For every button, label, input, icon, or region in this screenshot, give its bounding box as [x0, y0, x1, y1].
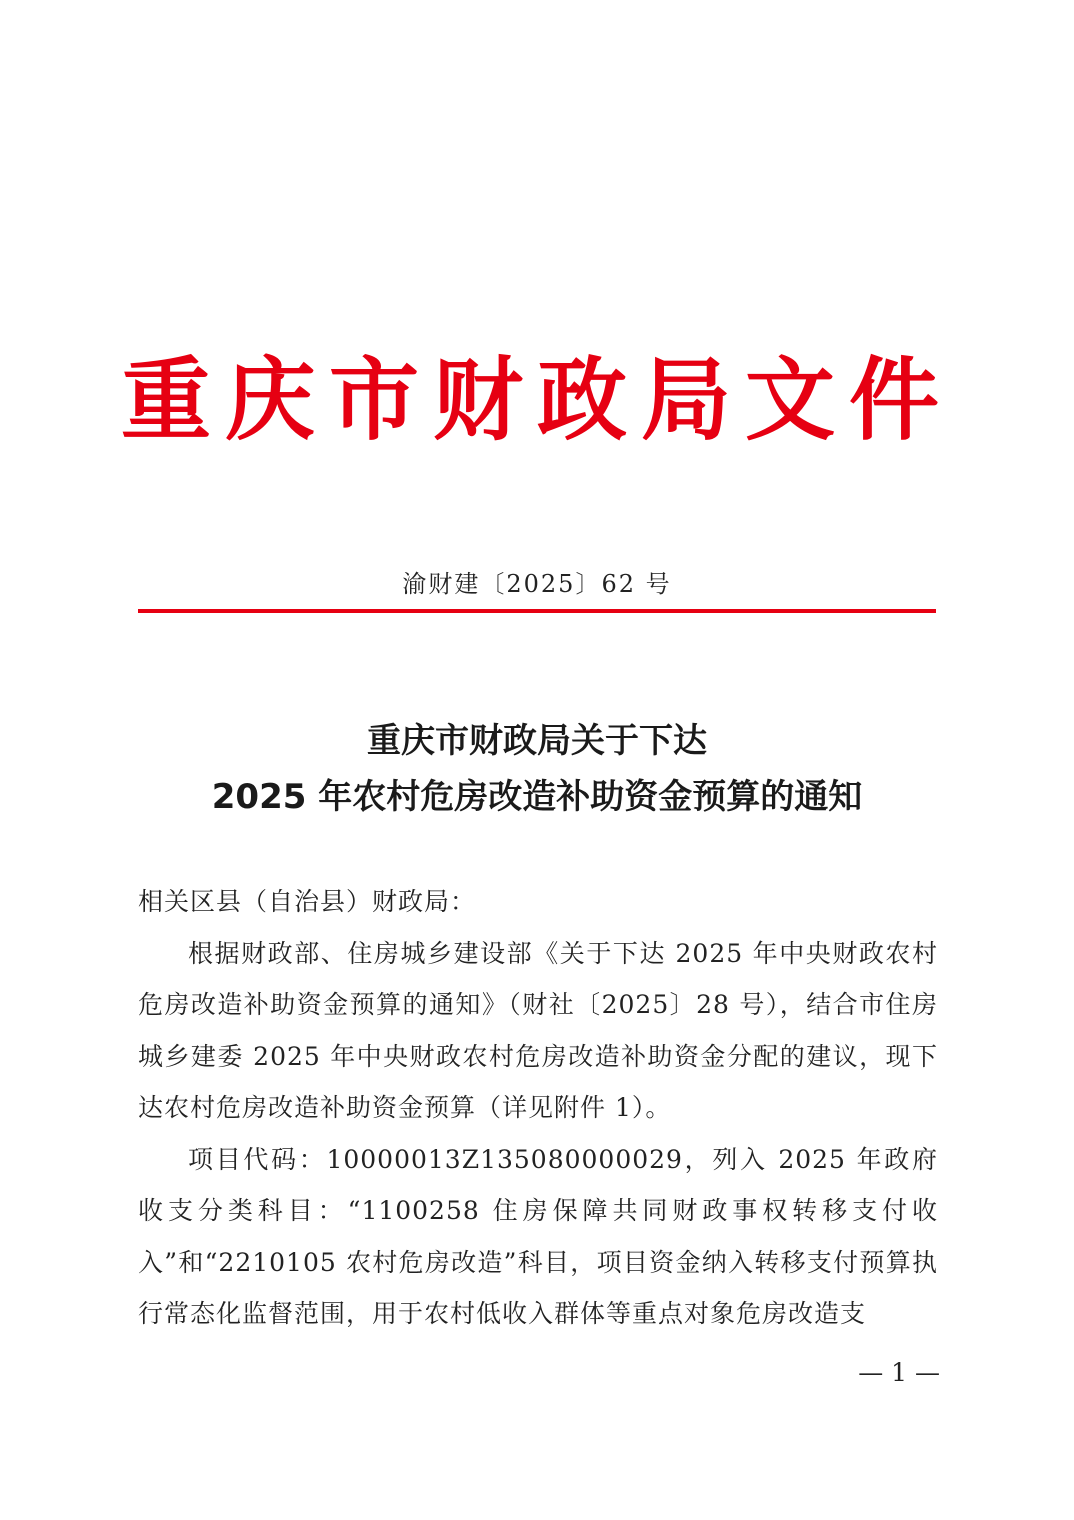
body-paragraph-1: 根据财政部、住房城乡建设部《关于下达 2025 年中央财政农村危房改造补助资金预算的通知》（财社〔2025〕28 号），结合市住房城乡建委 2025 年中央财政农村危房改造补助资金分配的建议，现下达农村危房改造补助资金预算（详见附件 1）。	[138, 938, 938, 1122]
body-paragraph-2: 项目代码：10000013Z135080000029，列入 2025 年政府收支分类科目：“1100258 住房保障共同财政事权转移支付收入”和“2210105 农村危房改造”科目，项目资金纳入转移支付预算执行常态化监督范围，用于农村低收入群体等重点对象危房改造支	[138, 1144, 938, 1328]
notice-title-line-1: 重庆市财政局关于下达	[367, 721, 707, 761]
salutation: 相关区县（自治县）财政局：	[138, 887, 477, 916]
notice-title	[0, 713, 1074, 825]
red-divider-line	[138, 609, 936, 613]
document-number: 渝财建〔2025〕62 号	[402, 570, 672, 598]
page-number: — 1 —	[858, 1358, 940, 1387]
masthead-title: 重庆市财政局文件	[121, 347, 953, 453]
notice-title-line-2: 2025 年农村危房改造补助资金预算的通知	[211, 777, 863, 817]
notice-body	[138, 876, 938, 1340]
